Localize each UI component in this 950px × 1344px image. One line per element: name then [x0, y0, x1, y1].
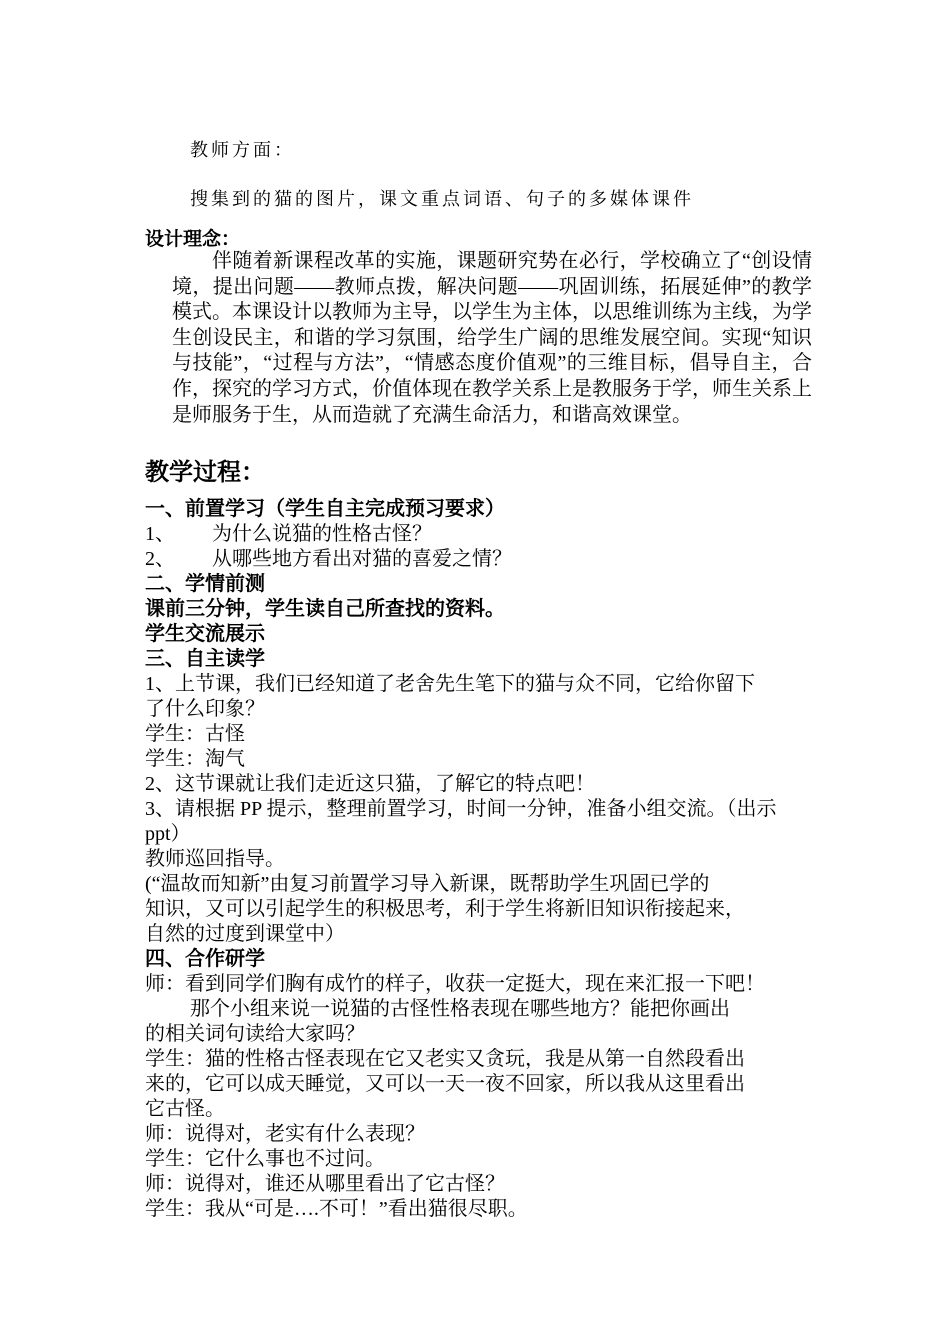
design-heading: 设计理念： [145, 229, 241, 250]
design-paragraph [172, 249, 812, 428]
section1-heading: 一、前置学习（学生自主完成预习要求） [145, 498, 505, 520]
materials-heading: 教师方面： [190, 140, 295, 160]
question-1-number: 1、 [145, 523, 175, 545]
design-paragraph-text: 伴随着新课程改革的实施，课题研究势在必行，学校确立了“创设情境，提出问题——教师点拨，解决问题——巩固训练，拓展延伸”的教学模式。本课设计以教师为主导，以学生为主体，以思维训练为主线，为学生创设民主，和谐的学习氛围，给学生广阔的思维发展空间。实现“知识与技能”，“过程与方法”，“情感态度价值观”的三维目标，倡导自主，合作，探究的学习方式，价值体现在教学关系上是教服务于学，师生关系上是师服务于生，从而造就了充满生命活力，和谐高效课堂。 [172, 250, 812, 426]
section4-line-2a: 那个小组来说一说猫的古怪性格表现在哪些地方？能把你画出 [190, 998, 730, 1020]
question-1-text: 为什么说猫的性格古怪？ [212, 523, 432, 545]
section3-line-5a: 3、请根据 PP 提示，整理前置学习，时间一分钟，准备小组交流。（出示 [145, 798, 777, 820]
question-2 [145, 546, 512, 572]
question-1 [145, 521, 432, 547]
section3-line-1a: 1、上节课，我们已经知道了老舍先生笔下的猫与众不同，它给你留下 [145, 673, 755, 695]
section3-heading: 三、自主读学 [145, 648, 265, 670]
section3-line-7b: 知识，又可以引起学生的积极思考，利于学生将新旧知识衔接起来， [145, 898, 745, 920]
section2-heading: 二、学情前测 [145, 573, 265, 595]
section2-line-1: 课前三分钟，学生读自己所查找的资料。 [145, 598, 505, 620]
section4-line-6: 师：说得对，谁还从哪里看出了它古怪？ [145, 1173, 505, 1195]
section3-line-3: 学生：淘气 [145, 748, 245, 770]
section3-line-2: 学生：古怪 [145, 723, 245, 745]
section2-line-2: 学生交流展示 [145, 623, 265, 645]
section4-line-1: 师：看到同学们胸有成竹的样子，收获一定挺大，现在来汇报一下吧！ [145, 973, 765, 995]
section4-line-5: 学生：它什么事也不过问。 [145, 1148, 385, 1170]
section3-line-6: 教师巡回指导。 [145, 848, 285, 870]
materials-content: 搜集到的猫的图片，课文重点词语、句子的多媒体课件 [190, 189, 694, 209]
section3-line-1b: 了什么印象？ [145, 698, 265, 720]
section3-line-7a: (“温故而知新”由复习前置学习导入新课，既帮助学生巩固已学的 [145, 873, 710, 895]
section3-line-5b: ppt） [145, 823, 191, 845]
section3-line-7c: 自然的过度到课堂中） [145, 923, 345, 945]
process-heading: 教学过程： [145, 460, 265, 486]
section4-line-3a: 学生：猫的性格古怪表现在它又老实又贪玩，我是从第一自然段看出 [145, 1048, 745, 1070]
question-2-number: 2、 [145, 548, 175, 570]
section4-line-3c: 它古怪。 [145, 1098, 225, 1120]
section4-heading: 四、合作研学 [145, 948, 265, 970]
question-2-text: 从哪些地方看出对猫的喜爱之情？ [212, 548, 512, 570]
section4-line-4: 师：说得对，老实有什么表现？ [145, 1123, 425, 1145]
section4-line-7: 学生：我从“可是….不可！”看出猫很尽职。 [145, 1198, 528, 1220]
section4-line-2b: 的相关词句读给大家吗？ [145, 1023, 365, 1045]
section3-line-4: 2、这节课就让我们走近这只猫，了解它的特点吧！ [145, 773, 595, 795]
section4-line-3b: 来的，它可以成天睡觉，又可以一天一夜不回家，所以我从这里看出 [145, 1073, 745, 1095]
